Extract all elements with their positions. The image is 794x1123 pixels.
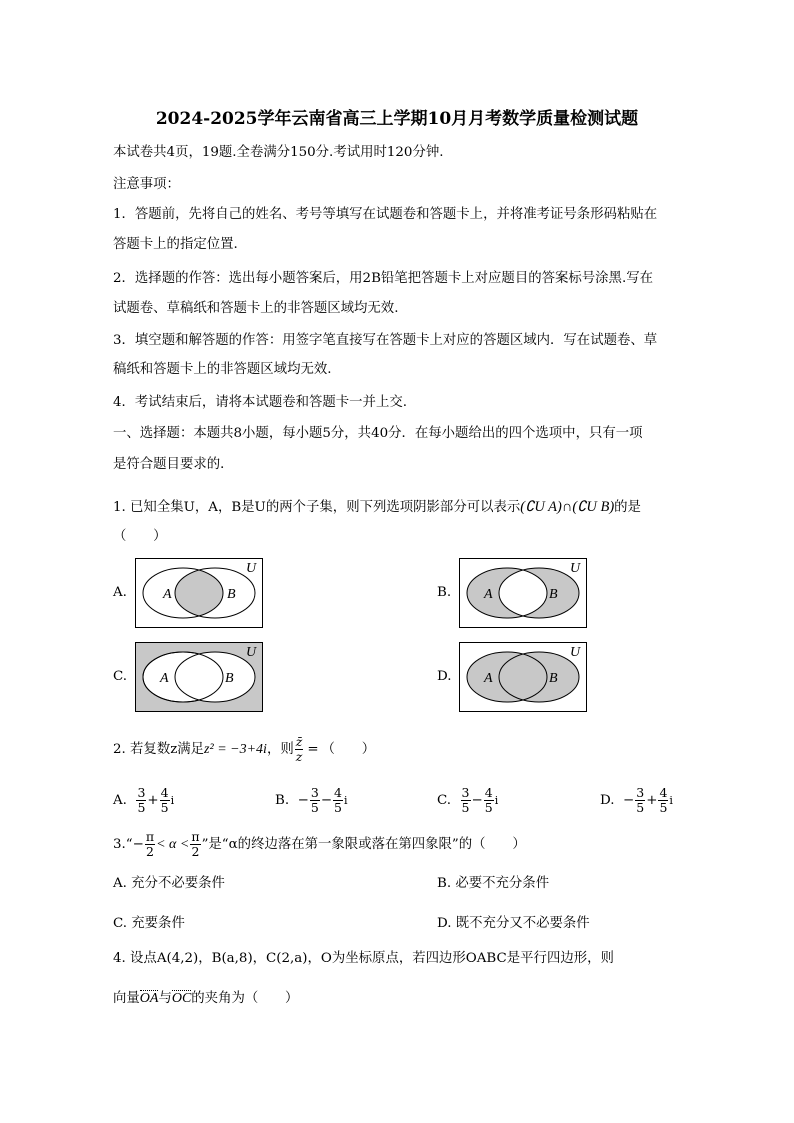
numerator: 3: [137, 785, 146, 800]
set-b-label: B: [225, 671, 234, 686]
q1-venn-diagram-d[interactable]: [459, 642, 587, 712]
q3-lower-bound: [145, 830, 155, 859]
q1-venn-diagram-b[interactable]: [459, 558, 587, 628]
universal-set-label: U: [246, 561, 257, 576]
question-3-stem: [113, 830, 526, 859]
q2-option-c-frac1: [461, 786, 471, 815]
question-4-line1: 4. 设点A(4,2)，B(a,8)，C(2,a)，O为坐标原点，若四边形OABC是平行四边形，则: [113, 951, 614, 966]
q3-option-a[interactable]: A. 充分不必要条件: [113, 876, 225, 891]
q2-option-c-label: C.: [437, 793, 452, 808]
notice-3-line2: 稿纸和答题卡上的非答题区域均无效.: [113, 362, 332, 377]
q1-option-a-label[interactable]: A.: [113, 585, 127, 600]
imaginary-unit: i: [170, 794, 175, 807]
set-b-label: B: [549, 671, 558, 686]
question-4-line2: [113, 989, 298, 1009]
section-1-line1: 一、选择题：本题共8小题，每小题5分，共40分．在每小题给出的四个选项中，只有一项: [113, 426, 643, 441]
denominator: 2: [146, 844, 154, 859]
q1-set-expression: (∁U A)∩(∁U B): [520, 499, 615, 515]
notice-2-line1: 2．选择题的作答：选出每小题答案后，用2B铅笔把答题卡上对应题目的答案标号涂黑.写在: [113, 271, 653, 286]
q2-option-b-frac1: [310, 786, 320, 815]
numerator: π: [145, 829, 155, 844]
denominator: 5: [160, 800, 169, 815]
q2-option-d-sign: −: [623, 793, 635, 808]
q2-option-c-operator: −: [471, 793, 483, 808]
q3-inequality: < α <: [156, 837, 190, 852]
q2-answer-blank: （ ）: [321, 742, 376, 757]
q3-minus-sign: −: [132, 837, 144, 852]
set-b-label: B: [549, 587, 558, 602]
imaginary-unit: i: [494, 794, 499, 807]
universal-set-label: U: [570, 561, 581, 576]
denominator: 2: [191, 844, 200, 859]
q2-option-b-frac2: [333, 786, 343, 815]
q2-option-a-operator: +: [147, 793, 159, 808]
q2-option-b-sign: −: [297, 793, 309, 808]
universal-set-label: U: [570, 645, 581, 660]
q2-option-b-label: B.: [275, 793, 290, 808]
question-2-stem: [113, 735, 375, 764]
numerator: π: [191, 829, 200, 844]
q3-option-c[interactable]: C. 充要条件: [113, 916, 185, 931]
denominator: 5: [636, 800, 645, 815]
set-a-label: A: [484, 671, 493, 686]
q2-stem-text: 2. 若复数z满足: [113, 742, 205, 757]
set-a-label: A: [484, 587, 493, 602]
q1-option-d-label[interactable]: D.: [437, 669, 452, 684]
q1-stem-tail: 的是: [614, 500, 641, 515]
q4-vector-oa: OA: [139, 991, 159, 1006]
denominator: 5: [659, 800, 668, 815]
q3-open-quote: “: [125, 837, 133, 852]
imaginary-unit: i: [669, 794, 673, 807]
q1-venn-diagram-c[interactable]: [135, 642, 263, 712]
q4-vector-oc: OC: [171, 991, 192, 1006]
q2-option-a-frac2: [160, 786, 170, 815]
numerator: 3: [636, 785, 645, 800]
denominator: 5: [484, 800, 493, 815]
exam-intro: 本试卷共4页，19题.全卷满分150分.考试用时120分钟.: [113, 145, 444, 160]
denominator: 5: [310, 800, 319, 815]
q1-venn-diagram-a[interactable]: [135, 558, 263, 628]
denominator: 5: [334, 800, 342, 815]
q3-option-b[interactable]: B. 必要不充分条件: [437, 876, 550, 891]
set-a-label: A: [160, 671, 169, 686]
section-1-line2: 是符合题目要求的．: [113, 457, 234, 472]
q2-option-a[interactable]: [113, 786, 174, 815]
page-title: 2024-2025学年云南省高三上学期10月月考数学质量检测试题: [155, 109, 639, 129]
q2-option-d[interactable]: [600, 786, 673, 815]
q2-option-c[interactable]: [437, 786, 498, 815]
set-b-label: B: [227, 587, 236, 602]
q2-equation: z² = −3+4i: [204, 742, 267, 757]
q1-option-c-label[interactable]: C.: [113, 669, 128, 684]
q1-option-b-label[interactable]: B.: [437, 585, 452, 600]
q2-frac-denominator: z: [295, 749, 303, 764]
q2-option-a-label: A.: [113, 793, 127, 808]
q2-equals-sign: =: [307, 742, 319, 757]
q2-frac-numerator: z̄: [295, 734, 303, 749]
notice-1-line2: 答题卡上的指定位置.: [113, 237, 238, 252]
set-a-label: A: [163, 587, 172, 602]
q2-conjugate-ratio: [295, 735, 304, 764]
q2-stem-mid: ，则: [266, 742, 294, 757]
numerator: 3: [461, 785, 470, 800]
numerator: 4: [334, 785, 342, 800]
notice-3-line1: 3．填空题和解答题的作答：用签字笔直接写在答题卡上对应的答题区域内．写在试题卷、草: [113, 333, 658, 348]
notice-heading: 注意事项：: [113, 177, 180, 192]
denominator: 5: [137, 800, 146, 815]
numerator: 4: [484, 785, 493, 800]
imaginary-unit: i: [344, 794, 348, 807]
q3-number: 3.: [113, 837, 126, 852]
numerator: 4: [160, 785, 169, 800]
numerator: 4: [659, 785, 668, 800]
q2-option-c-frac2: [484, 786, 494, 815]
q1-stem-text: 1. 已知全集U，A，B是U的两个子集，则下列选项阴影部分可以表示: [113, 500, 521, 515]
numerator: 3: [310, 785, 319, 800]
q2-option-b[interactable]: [275, 786, 348, 815]
q4-prefix: 向量: [113, 991, 140, 1006]
notice-1-line1: 1．答题前，先将自己的姓名、考号等填写在试题卷和答题卡上，并将准考证号条形码粘贴在: [113, 207, 658, 222]
q2-option-d-operator: +: [646, 793, 658, 808]
q3-option-d[interactable]: D. 既不充分又不必要条件: [437, 916, 590, 931]
q3-stem-tail: ”是“α的终边落在第一象限或落在第四象限”的（ ）: [201, 837, 526, 852]
universal-set-label: U: [246, 645, 257, 660]
q2-option-a-frac1: [136, 786, 146, 815]
q2-option-d-frac1: [635, 786, 645, 815]
q4-conjunction: 与: [158, 991, 172, 1006]
set-b-ellipse: [175, 652, 255, 702]
q1-answer-blank: （ ）: [113, 529, 167, 544]
q2-option-d-label: D.: [600, 793, 615, 808]
notice-4-line1: 4．考试结束后，请将本试题卷和答题卡一并上交.: [113, 395, 407, 410]
question-1-stem: [113, 497, 641, 518]
q4-tail: 的夹角为（ ）: [191, 991, 299, 1006]
q3-upper-bound: [190, 830, 200, 859]
denominator: 5: [461, 800, 470, 815]
notice-2-line2: 试题卷、草稿纸和答题卡上的非答题区域均无效.: [113, 301, 399, 316]
q2-option-d-frac2: [658, 786, 668, 815]
q2-option-b-operator: −: [320, 793, 333, 808]
